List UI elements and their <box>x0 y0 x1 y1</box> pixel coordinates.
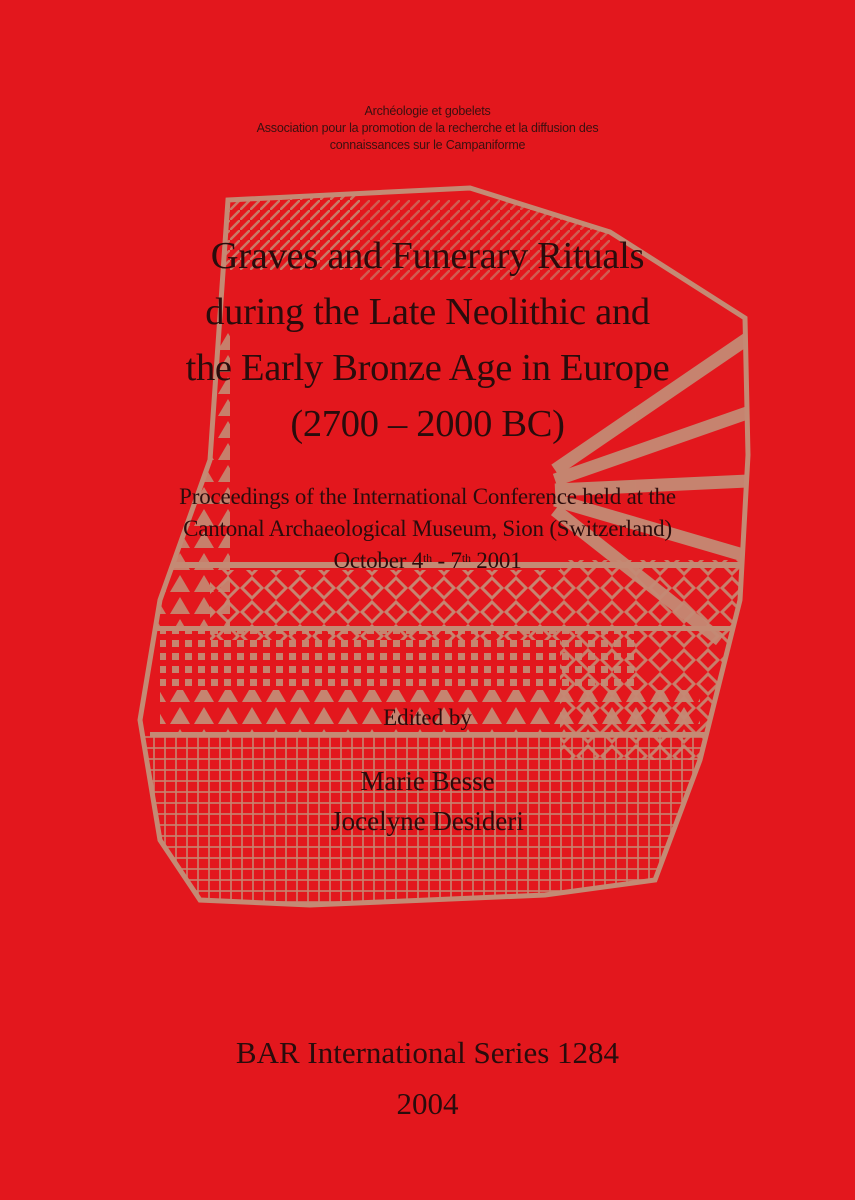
subtitle-line-2: Cantonal Archaeological Museum, Sion (Switzerland) <box>183 516 672 541</box>
book-title-line-4: (2700 – 2000 BC) <box>290 403 565 445</box>
editor-name-1: Marie Besse <box>360 766 495 796</box>
subtitle-date-mid: - 7 <box>431 548 462 573</box>
book-title-line-1: Graves and Funerary Rituals <box>210 235 645 277</box>
edited-by-label: Edited by <box>383 705 472 730</box>
association-line-3: connaissances sur le Campaniforme <box>329 138 526 152</box>
subtitle-line-3 <box>0 546 855 575</box>
series-name: BAR International Series 1284 <box>235 1035 620 1070</box>
editor-name-2: Jocelyne Desideri <box>331 806 524 836</box>
book-title-line-3: the Early Bronze Age in Europe <box>185 347 670 389</box>
publication-year: 2004 <box>396 1086 459 1121</box>
subtitle-date-suffix: 2001 <box>470 548 522 573</box>
association-line-1: Archéologie et gobelets <box>364 104 491 118</box>
subtitle-date-sup-2: th <box>461 551 471 565</box>
association-line-2: Association pour la promotion de la recherche et la diffusion des <box>256 121 599 135</box>
subtitle-line-1: Proceedings of the International Conference held at the <box>179 484 676 509</box>
subtitle-date-prefix: October 4 <box>333 548 424 573</box>
subtitle-date-sup-1: th <box>423 551 432 565</box>
book-title-line-2: during the Late Neolithic and <box>205 291 650 333</box>
